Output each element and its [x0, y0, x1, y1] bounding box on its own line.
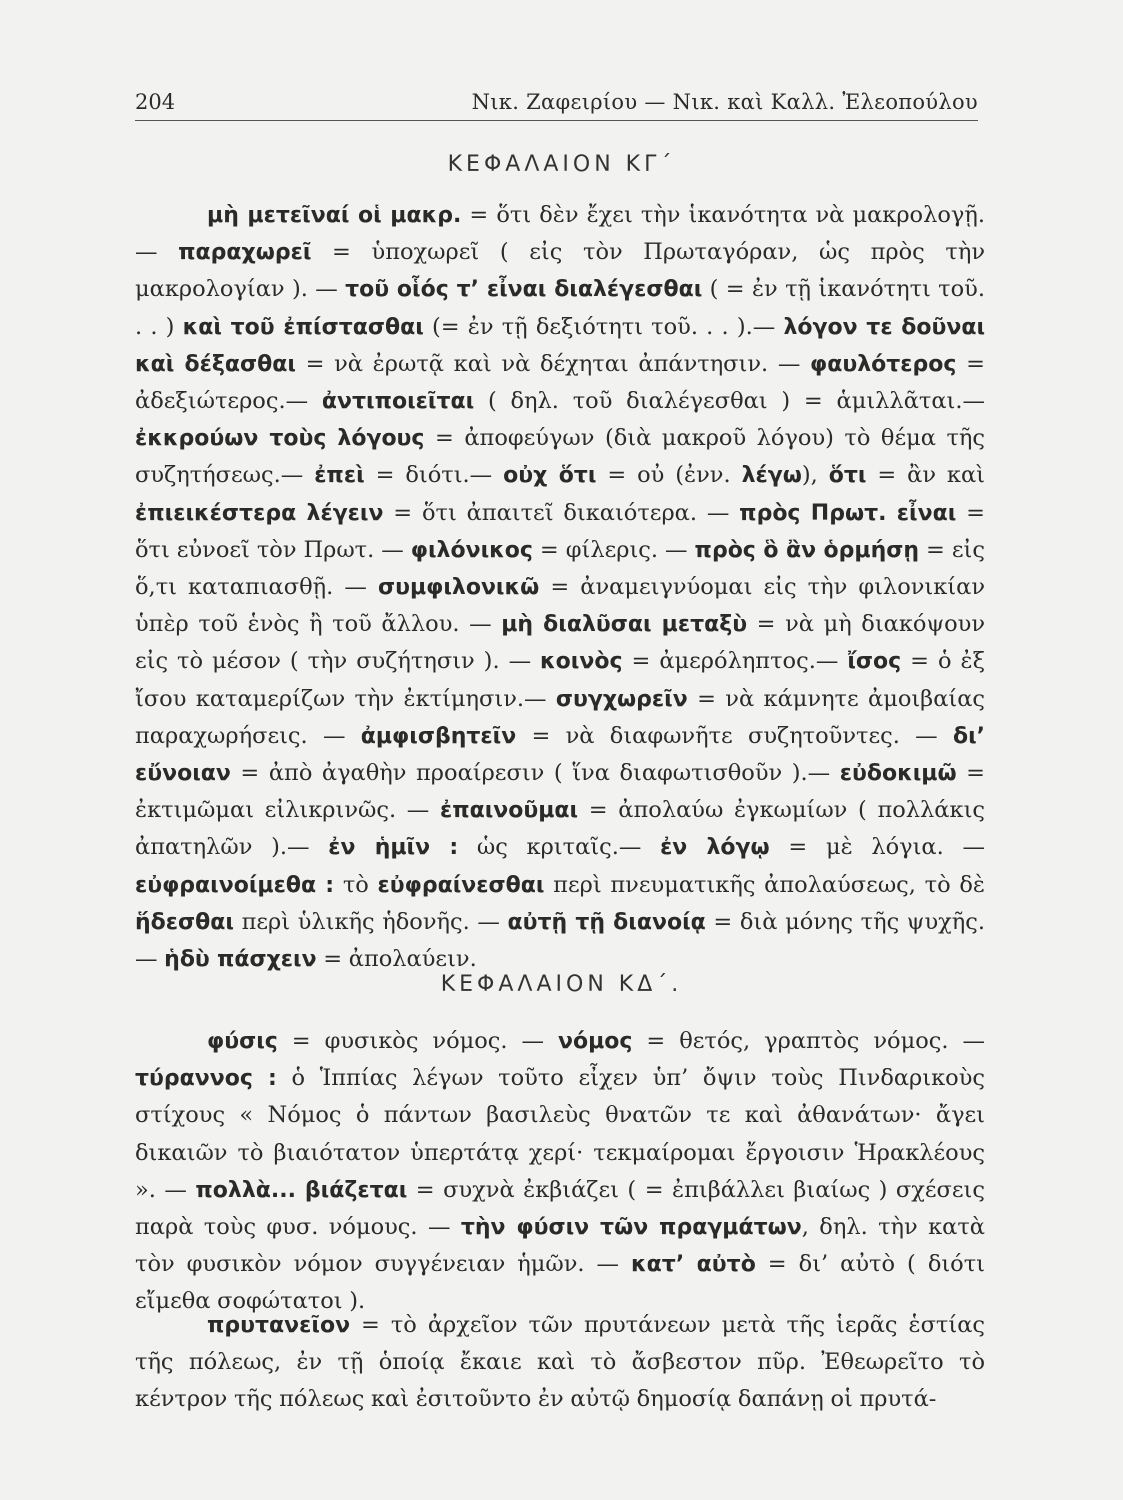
lemma-term: εὐφραινοίμεθα :: [135, 872, 335, 898]
gloss-text: = ἀμερόληπτος.—: [622, 648, 848, 675]
lemma-term: δι’ εὔνοιαν: [135, 723, 985, 787]
gloss-text: = ὁ ἐξ ἴσου καταμερίζων τὴν ἐκτίμησιν.—: [135, 648, 985, 712]
lemma-term: οὐχ ὅτι: [503, 463, 597, 489]
lemma-term: μὴ μετεῖναί οἱ μακρ.: [207, 203, 462, 228]
lemma-term: ἐκκρούων τοὺς λόγους: [135, 426, 425, 452]
gloss-text: = ὑποχωρεῖ ( εἰς τὸν Πρωταγόραν, ὡς πρὸς τὴν μακρολογίαν ). —: [135, 239, 986, 303]
gloss-text: = τὸ ἀρχεῖον τῶν πρυτάνεων μετὰ τῆς ἱερᾶς ἑστίας τῆς πόλεως, ἐν τῇ ὁποίᾳ ἔκαιε καὶ τὸ ἄσβεστον πῦρ. Ἐθεωρεῖτο τὸ κέντρον τῆς πόλεως καὶ ἐσιτοῦντο ἐν αὐτῷ δημοσίᾳ δαπάνῃ οἱ πρυτά-: [135, 1312, 985, 1413]
gloss-text: ὁ Ἱππίας λέγων τοῦτο εἶχεν ὑπ’ ὄψιν τοὺς Πινδαρικοὺς στίχους « Νόμος ὁ πάντων βασιλεὺς θνατῶν τε καὶ ἀθανάτων· ἄγει δικαιῶν τὸ βιαιότατον ὑπερτάτᾳ χερί· τεκμαίρομαι ἔργοισιν Ἡρακλέους ». —: [135, 1065, 985, 1203]
lemma-term: εὐδοκιμῶ: [839, 761, 957, 787]
gloss-text: = δι’ αὐτὸ ( διότι εἴμεθα σοφώτατοι ).: [135, 1251, 985, 1315]
gloss-text: περὶ πνευματικῆς ἀπολαύσεως, τὸ δὲ: [544, 871, 985, 898]
lemma-term: ἐπιεικέστερα λέγειν: [135, 500, 384, 526]
lemma-term: ἀντιποιεῖται: [321, 389, 475, 415]
lemma-term: κατ’ αὐτὸ: [631, 1252, 756, 1278]
lemma-term: λέγω: [741, 463, 802, 489]
lemma-term: τύραννος :: [135, 1066, 277, 1092]
lemma-term: ἡδὺ πάσχειν: [164, 947, 317, 973]
lemma-term: ἥδεσθαι: [135, 909, 234, 935]
gloss-text: = νὰ διαφωνῆτε συζητοῦντες. —: [516, 722, 953, 749]
page-header: [135, 88, 978, 121]
gloss-text: ( δηλ. τοῦ διαλέγεσθαι ) = ἁμιλλᾶται.—: [474, 388, 986, 415]
gloss-text: = ὅτι δὲν ἔχει τὴν ἱκανότητα νὰ μακρολογῇ. —: [135, 202, 985, 266]
lemma-term: ἐν ἡμῖν :: [328, 835, 459, 861]
gloss-text: = φυσικὸς νόμος. —: [277, 1028, 558, 1054]
lemma-term: αὐτῇ τῇ διανοίᾳ: [507, 909, 706, 935]
lemma-term: πολλὰ... βιάζεται: [195, 1177, 408, 1203]
gloss-text: = διὰ μόνης τῆς ψυχῆς. —: [135, 908, 985, 973]
lemma-term: τοῦ οἷός τ’ εἶναι διαλέγεσθαι: [345, 277, 703, 303]
lemma-term: συμφιλονικῶ: [377, 575, 540, 601]
lemma-term: ἐν λόγῳ: [660, 835, 770, 861]
chapter-heading-24: ΚΕΦΑΛΑΙΟΝ ΚΔ΄.: [440, 972, 683, 997]
lemma-term: νόμος: [557, 1029, 633, 1054]
gloss-text: = νὰ κάμνητε ἀμοιβαίας παραχωρήσεις. —: [135, 685, 986, 749]
gloss-text: = νὰ ἐρωτᾷ καὶ νὰ δέχηται ἀπάντησιν. —: [295, 350, 811, 377]
gloss-text: ὡς κριταῖς.—: [458, 834, 661, 861]
lemma-term: πρὸς ὃ ἂν ὁρμήσῃ: [694, 537, 920, 563]
lemma-term: καὶ τοῦ ἐπίστασθαι: [182, 314, 424, 340]
gloss-text: = ὅτι εὐνοεῖ τὸν Πρωτ. —: [135, 499, 985, 563]
chapter-heading-23: ΚΕΦΑΛΑΙΟΝ ΚΓ΄: [447, 152, 676, 177]
gloss-text: = ἀδεξιώτερος.—: [135, 350, 985, 415]
gloss-text: = ἀπολαύειν.: [316, 946, 477, 973]
lemma-term: μὴ διαλῦσαι μεταξὺ: [501, 612, 748, 638]
gloss-text: ( = ἐν τῇ ἱκανότητι τοῦ. . . ): [135, 276, 985, 340]
lemma-term: φαυλότερος: [810, 351, 957, 377]
gloss-text: = εἰς ὅ,τι καταπιασθῇ. —: [135, 536, 985, 601]
lemma-term: ἀμφισβητεῖν: [360, 723, 517, 749]
gloss-text: = διότι.—: [364, 462, 504, 489]
lemma-term: ἐπεὶ: [314, 463, 365, 489]
lemma-term: ὅτι: [828, 463, 867, 489]
gloss-text: = θετός, γραπτὸς νόμος. —: [632, 1028, 985, 1054]
gloss-text: , δηλ. τὴν κατὰ τὸν φυσικὸν νόμον συγγένειαν ἡμῶν. —: [135, 1214, 985, 1278]
gloss-text: περὶ ὑλικῆς ἡδονῆς. —: [233, 908, 508, 935]
lemma-term: συγχωρεῖν: [555, 686, 688, 712]
lemma-term: κοινὸς: [540, 649, 623, 675]
page-number: 204: [135, 90, 176, 114]
lemma-term: πρὸς Πρωτ. εἶναι: [739, 500, 957, 526]
gloss-text: = ἐκτιμῶμαι εἰλικρινῶς. —: [135, 760, 985, 824]
gloss-text: = μὲ λόγια. —: [769, 834, 985, 861]
lemma-term: παραχωρεῖ: [178, 240, 312, 266]
lemma-term: πρυτανεῖον: [207, 1313, 351, 1338]
gloss-text: = νὰ μὴ διακόψουν εἰς τὸ μέσον ( τὴν συζήτησιν ). —: [135, 611, 985, 675]
chapter-23-paragraph: [135, 197, 985, 978]
lemma-term: εὐφραίνεσθαι: [377, 872, 545, 898]
lemma-term: λόγον τε δοῦναι καὶ δέξασθαι: [135, 314, 986, 377]
gloss-text: = φίλερις. —: [532, 536, 695, 563]
chapter-24-paragraph-1: [135, 1023, 985, 1321]
gloss-text: = ἀναμειγνύομαι εἰς τὴν φιλονικίαν ὑπὲρ τοῦ ἑνὸς ἢ τοῦ ἄλλου. —: [135, 574, 985, 638]
gloss-text: = ἀπὸ ἀγαθὴν προαίρεσιν ( ἵνα διαφωτισθοῦν ).—: [230, 760, 840, 787]
lemma-term: τὴν φύσιν τῶν πραγμάτων: [460, 1215, 802, 1241]
gloss-text: = ἂν καὶ: [866, 462, 986, 489]
chapter-24-paragraph-2: [135, 1307, 985, 1419]
gloss-text: = ὅτι ἀπαιτεῖ δικαιότερα. —: [383, 499, 740, 526]
gloss-text: = ἀπολαύω ἐγκωμίων ( πολλάκις ἀπατηλῶν ).—: [135, 797, 985, 861]
lemma-term: φύσις: [207, 1029, 278, 1054]
gloss-text: = ἀποφεύγων (διὰ μακροῦ λόγου) τὸ θέμα τῆς συζητήσεως.—: [135, 425, 985, 489]
gloss-text: = οὐ (ἐνν.: [596, 462, 742, 489]
running-head: Νικ. Ζαφειρίου — Νικ. καὶ Καλλ. Ἐλεοπούλου: [471, 90, 978, 114]
lemma-term: φιλόνικος: [410, 537, 533, 563]
gloss-text: τὸ: [334, 871, 378, 898]
gloss-text: (= ἐν τῇ δεξιότητι τοῦ. . . ).—: [423, 313, 784, 340]
lemma-term: ἴσος: [847, 649, 902, 675]
gloss-text: ),: [801, 462, 829, 489]
gloss-text: = συχνὰ ἐκβιάζει ( = ἐπιβάλλει βιαίως ) σχέσεις παρὰ τοὺς φυσ. νόμους. —: [135, 1176, 985, 1241]
lemma-term: ἐπαινοῦμαι: [439, 798, 579, 824]
